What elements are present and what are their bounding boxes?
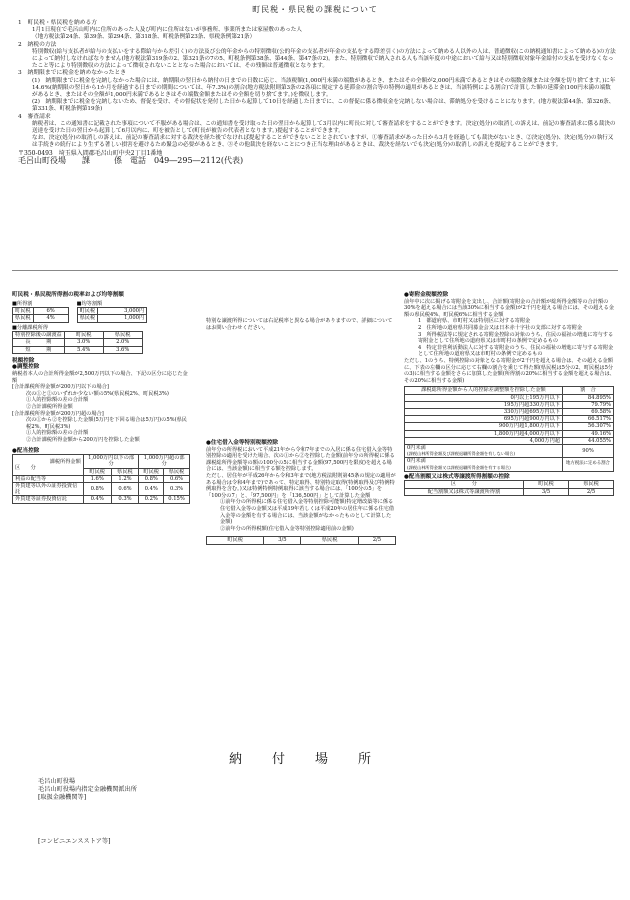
table-row [405, 394, 614, 401]
jutaku-item1: ①前年分の所得税に係る住宅借入金等特別控除可能額(特定増改築等に係る住宅借入金等の金額又は平成19年若しくは平成20年の居住年に係る住宅借入金等の金額を有する場合には、当該金額がなかったものとして計算した金額) [220, 499, 395, 526]
cell: 2/5 [358, 537, 395, 544]
divider [12, 270, 618, 271]
cell: 0.4% [83, 496, 111, 503]
col-header: 県民税 [569, 481, 614, 488]
sub-header: 県民税 [111, 468, 139, 475]
haito-corner [13, 455, 84, 476]
table-row [405, 430, 614, 437]
bunri-table [12, 331, 143, 354]
cell: 79.79% [563, 401, 614, 408]
payment-line: [コンビニエンスストア等] [38, 838, 111, 845]
section1-heading: 1 町民税・県民税を納める方 [18, 20, 98, 26]
payment-title: 納付場所 [228, 752, 401, 767]
cell: 0.2% [139, 496, 164, 503]
cell: 5.4% [64, 346, 103, 353]
kifu-body2: ただし、1のうち、特例控除の対象となる寄附金が2千円を超える場合は、その超える金額に、下表の左欄の区分に応じて右欄の割合を乗じて得た額(県民税は5分の2、町民税は5分の3)に相当する金額をさらに加算した金額(所得割の20%に相当する金額を超える場合は、その20%に相当する金額) [404, 357, 615, 384]
cell: 1.2% [111, 475, 139, 482]
kifu-table [404, 386, 614, 471]
cell: 0円以上195万円以下 [405, 394, 563, 401]
cell: 195万円超330万円以下 [405, 401, 563, 408]
jutaku-heading: ●住宅借入金等特別税額控除 [206, 440, 279, 446]
cell: 0.8% [139, 475, 164, 482]
page-title: 町民税・県民税の課税について [252, 5, 378, 14]
table-row [405, 458, 614, 471]
cell: 1.6% [83, 475, 111, 482]
row-rate: 4% [33, 315, 68, 322]
header-kubun: 区 分 [15, 464, 36, 471]
kojo-heading: 税額控除 [12, 357, 35, 364]
sub-header: 町民税 [139, 468, 164, 475]
special-transfer-note: 特別な譲渡所得については右記税率と異なる場合がありますので、詳細についてはお問い合わせください。 [206, 318, 393, 331]
section4-note: なお、決定(処分)の取消しの訴えは、前記の審査請求に対する裁決を経た後でなければ提起することができないこととされていますが、①審査請求があった日から3月を経過しても裁決がないとき、②決定(処分)、決定(処分)の執行又は手続きの続行により生ずる著しい損害を避けるため緊急の必要があるとき、③その他裁決を経ないことにつき正当な理由があるときは、裁決を経ないでも決定(処分)の取消しの訴えを提起することができます。 [32, 135, 614, 149]
sub-header: 県民税 [164, 468, 190, 475]
cell: 4,000万円超 [405, 437, 563, 444]
case2-line: ②合計課税所得金額から200万円を控除した金額 [26, 436, 140, 443]
kifu-item: 4 特定非営利活動法人に対する寄附金のうち、住民の福祉の増進に寄与する寄附金として住所地の道府県又は市町村の条例で定めるもの [418, 344, 614, 358]
table-row [405, 444, 614, 457]
chosei-label: ●調整控除 [12, 364, 40, 371]
cell: 配当割額又は株式等譲渡所得割 [405, 488, 524, 495]
cell: 90% [563, 444, 614, 457]
kinto-label: ■均等割額 [76, 300, 103, 307]
cell: 2/5 [569, 488, 614, 495]
kifu-item: 1 都道府県、市町村又は特別区に対する寄附金 [418, 318, 531, 325]
chosei-body: 納税者本人の合計所得金額が2,500万円以下の場合、下記の区分に応じた金額 [12, 370, 188, 384]
middle-column [206, 318, 396, 331]
payment-line: 毛呂山町役場 [38, 778, 76, 785]
kifu-item: 2 住所地の道府県共同募金会又は日本赤十字社の支部に対する寄附金 [418, 324, 583, 331]
case2-line: ①人的控除額の差の合計額 [26, 430, 89, 437]
kifu-heading: ●寄附金税額控除 [404, 292, 449, 298]
col-over: 1,000万円超の部分 [139, 455, 190, 468]
rates-heading: 町民税・県民税所得割の税率および均等割額 [12, 292, 124, 298]
jutaku-item2: ②前年分の所得税額(住宅借入金等特別控除適用前の金額) [220, 525, 354, 532]
office-contact: 毛呂山町役場 課 係 電話 049―295―2112(代表) [18, 155, 244, 165]
cell: 0円未満 [407, 458, 426, 465]
section2-body: 特別徴収(給与支払者が給与の支払いをする際給与から差引く)の方法及び公的年金からの特別徴収(公的年金の支払者が年金の支払をする際差引く)の方法によって納める人以外の人は、普通徴収(この納税通知書によって納める)の方法によって納付しなければなりません(地方税法第319条の2、第321条の7の5、町税条例第38条、第44条、第47条の2)。また、特別徴収で納入される人も当該年度の中途において給与又は特別徴収対象年金給付の支払を受けなくなったこと等により特別徴収の方法によって徴収されないこととなった場合においては、その残額は普通徴収となります。 [32, 48, 616, 70]
kabushiki-table [404, 480, 614, 495]
col-header: 特別控除後の譲渡益 [13, 332, 65, 339]
cell: 0.4% [139, 482, 164, 495]
section1-body: 1月1日現在で毛呂山町内に住所のあった人及び町内に住所はないが事務所、事業所または家屋敷のあった人 [32, 27, 302, 34]
row-amount: 3,000円 [98, 308, 147, 315]
section3-item2: (2) 納期限までに税金を完納しないため、督促を受け、その督促状を発付した日から起算して10日を経過した日までに、この督促に係る徴収金を完納しない場合は、滞納処分を受けることになります。(地方税法第44条、第326条、第331条、町税条例第19条) [32, 99, 615, 113]
haito-label: ●配当控除 [12, 447, 40, 454]
payment-list [38, 778, 438, 802]
table-row [405, 408, 614, 415]
rates-section [12, 292, 192, 504]
row-name: 短 期 [13, 346, 65, 353]
col-header: 区 分 [405, 481, 524, 488]
table-row [405, 437, 614, 444]
cell: 0.8% [83, 482, 111, 495]
cell: 0.6% [111, 482, 139, 495]
cell: 330万円超695万円以下 [405, 408, 563, 415]
col-header: 割 合 [563, 387, 614, 394]
cell-note: (課税山林所得金額又は課税退職所得金額を有する場合) [407, 464, 511, 470]
cell: 900万円超1,800万円以下 [405, 423, 563, 430]
table-row [13, 496, 190, 503]
jutaku-body: 前年分の所得税において平成21年から令和7年までの入居に係る住宅借入金等特別控除の適用を受けた場合、次の①から②を控除した金額(前年分の所得税に係る課税総所得金額等の額の100分の5に相当する金額(97,500円を限度)を超える場合には、当該金額)に相当する額を控除します。 [206, 446, 395, 473]
kinto-table [77, 307, 148, 322]
cell: 69.58% [563, 408, 614, 415]
jutaku-section [206, 440, 396, 545]
table-row [13, 475, 190, 482]
row-name: 外貨建等証券投資信託 [13, 496, 84, 503]
sub-header: 町民税 [83, 468, 111, 475]
jutaku-body2: ただし、居住年が平成26年から令和3年まで(地方税法附則第45条の規定の適用がある場合は令和4年まで)であって、特定取得、特別特定取得(特例取得及び特例特例取得を含む。)又は特例特例特例取得に該当する場合には、「100分の5」を「100分の7」と、「97,500円」を「136,500円」として計算した金額 [206, 472, 396, 499]
kifu-section [404, 292, 616, 496]
case1-line: ①人的控除額の差の合計額 [26, 397, 89, 404]
cell: 3.0% [64, 339, 103, 346]
cell: 県民税 [301, 537, 358, 544]
header-income: 課税所得金額 [49, 458, 81, 465]
col-under: 1,000万円以下の部分 [83, 455, 139, 468]
col-header: 町民税 [524, 481, 569, 488]
row-name: 町民税 [13, 308, 34, 315]
case1-line: ②合計課税所得金額 [26, 403, 73, 410]
shotoku-label: ■所得割 [12, 300, 33, 307]
table-row [405, 423, 614, 430]
case1-title: [合計課税所得金額が200万円以下の場合] [12, 384, 109, 391]
section3-item1: (1) 納期限までに税金を完納しなかった場合には、納期限の翌日から納付の日までの日数に応じ、当該税額(1,000円未満の端数があるとき、またはその全額が2,000円未満であるときはその端数金額または全額を切り捨てます。)に年14.6%(納期限の翌日から1か月を経過する日までの期間については、年7.3%)の割合(地方税法附則第3条の2各項に規定する延滞金の割合等の特例の適用があるときは、当該特例による割合)で計算した額の延滞金(100円未満の端数があるとき、またはその全額が1,000円未満であるときはその端数金額またはその全額を切り捨てます。)を徴収します。 [32, 77, 616, 99]
case2-title: [合計課税所得金額が200万円超の場合] [12, 410, 104, 417]
cell: 3.6% [103, 346, 142, 353]
col-header: 課税総所得金額から人的控除差調整額を控除した金額 [405, 387, 563, 394]
cell: 地方税法に定める割合 [563, 458, 614, 471]
jutaku-table [206, 536, 396, 544]
cell: 49.16% [563, 430, 614, 437]
cell: 町民税 [207, 537, 264, 544]
haito-table [12, 454, 190, 503]
row-name: 町民税 [77, 308, 98, 315]
cell: 1,800万円超4,000万円以下 [405, 430, 563, 437]
payment-line: 毛呂山町役場内指定金融機関派出所 [38, 786, 137, 793]
cell: 0.3% [111, 496, 139, 503]
table-row [13, 482, 190, 495]
col-header: 県民税 [103, 332, 142, 339]
cell: 84.895% [563, 394, 614, 401]
notice-body [18, 20, 616, 164]
row-name: 県民税 [77, 315, 98, 322]
row-name: 長 期 [13, 339, 65, 346]
cell: 0.15% [164, 496, 190, 503]
shotoku-table [12, 307, 69, 322]
row-name: 県民税 [13, 315, 34, 322]
section4-body: 納税者は、この通知書に記載された事項について不服がある場合は、この通知書を受け取った日の翌日から起算して3月以内に町長に対して審査請求をすることができます。決定(処分)の取消しの訴えは、前記の審査請求に係る裁決の送達を受けた日の翌日から起算して6月以内に、町を被告として(町長が被告の代表者となります。)提起することができます。 [32, 120, 616, 135]
section2-heading: 2 納税の方法 [18, 41, 57, 48]
cell: 3/5 [264, 537, 301, 544]
row-amount: 1,000円 [98, 315, 147, 322]
cell: 2.0% [103, 339, 142, 346]
table-row [405, 488, 614, 495]
kifu-item: 3 所得税法等に規定される寄附金控除の対象のうち、住民の福祉の増進に寄与する寄附金として住所地の道府県又は市町村の条例で定めるもの [418, 331, 614, 345]
cell: 44.055% [563, 437, 614, 444]
kifu-body: 前年中に次に掲げる寄附金を支出し、合計額(寄附金の合計額が総所得金額等の合計額の30%を超える場合には当該30%に相当する金額)が2千円を超える場合には、その超える金額の県民税4%、町民税6%に相当する金額 [404, 298, 614, 318]
cell: 56.307% [563, 423, 614, 430]
cell: 695万円超900万円以下 [405, 416, 563, 423]
cell: 66.517% [563, 416, 614, 423]
cell: 0円未満 [407, 444, 426, 451]
cell: 3/5 [524, 488, 569, 495]
case1-line: 次の①と②のいずれか少ない額の5%(県民税2%、町民税3%) [26, 390, 169, 397]
col-header: 町民税 [64, 332, 103, 339]
table-row [405, 416, 614, 423]
row-rate: 6% [33, 308, 68, 315]
section1-ref: （地方税法第24条、第39条、第294条、第318条、町税条例第23条、県税条例第21条） [32, 34, 256, 41]
table-row [405, 401, 614, 408]
cell: 0.6% [164, 475, 190, 482]
payment-line: [取扱金融機関等] [38, 794, 87, 801]
row-name: 外貨建等以外の証券投資信託 [13, 482, 84, 495]
row-name: 利益の配当等 [13, 475, 84, 482]
bunri-label: ■分離課税所得 [12, 324, 49, 331]
office-address: 〒350-0493 埼玉県入間郡毛呂山町中央2丁目1番地 [18, 149, 163, 157]
section4-heading: 4 審査請求 [18, 113, 51, 120]
cell-note: (課税山林所得金額及び課税退職所得金額を有しない場合) [407, 451, 515, 457]
case2-line: 次の①から②を控除した金額(5万円を下回る場合は5万円)の5%(県民税2%、町民税3%) [26, 417, 187, 430]
section3-heading: 3 納期限までに税金を納めなかったとき [18, 70, 127, 77]
cell: 0.3% [164, 482, 190, 495]
kabushiki-heading: ●配当割額又は株式等譲渡所得割額の控除 [404, 473, 510, 480]
